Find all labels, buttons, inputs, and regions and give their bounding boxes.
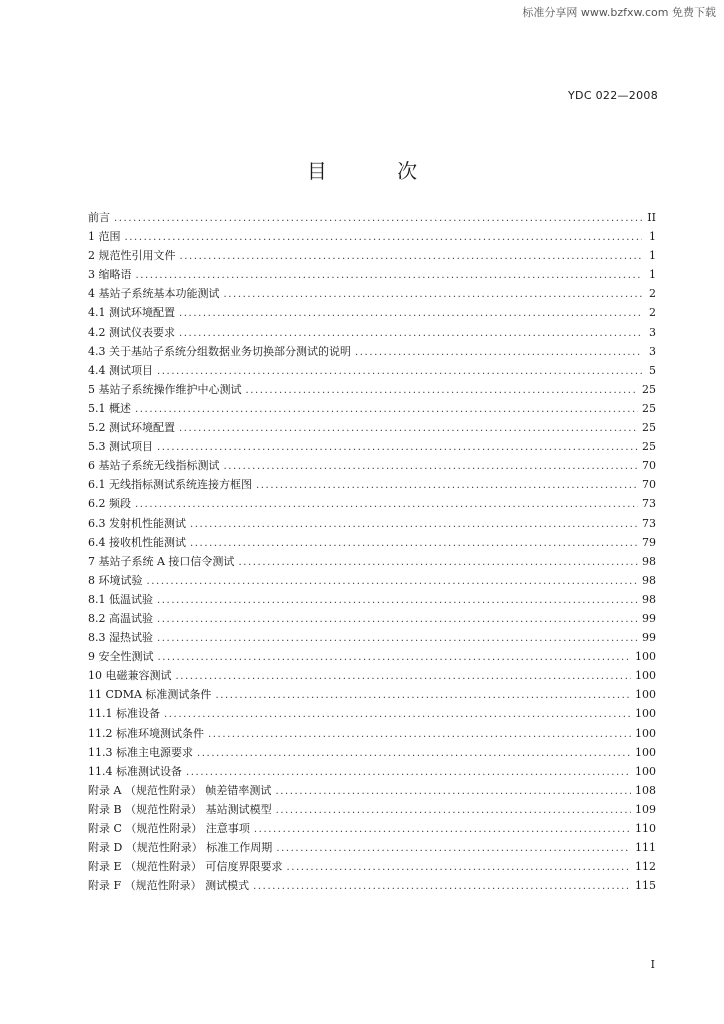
- toc-entry-page: II: [647, 211, 656, 224]
- document-code: YDC 022—2008: [568, 89, 658, 102]
- toc-leader-dots: [208, 725, 631, 744]
- toc-entry-label: 2 规范性引用文件: [88, 249, 176, 263]
- toc-entry-label: 6 基站子系统无线指标测试: [88, 459, 220, 473]
- toc-entry-label: 6.1 无线指标测试系统连接方框图: [88, 478, 252, 492]
- toc-entry-label: 11.3 标准主电源要求: [88, 745, 193, 759]
- toc-entry[interactable]: [88, 800, 656, 819]
- toc-leader-dots: [157, 610, 638, 629]
- table-of-contents: [88, 208, 656, 895]
- toc-entry[interactable]: [88, 724, 656, 743]
- toc-entry-page: 100: [635, 707, 656, 721]
- toc-entry-page: 3: [649, 325, 656, 339]
- toc-entry-page: 98: [642, 573, 656, 587]
- toc-entry[interactable]: [88, 246, 656, 265]
- toc-entry-page: 70: [642, 459, 656, 473]
- toc-leader-dots: [287, 858, 631, 877]
- toc-entry[interactable]: [88, 838, 656, 857]
- toc-entry-label: 6.3 发射机性能测试: [88, 516, 186, 530]
- toc-leader-dots: [253, 877, 631, 896]
- toc-entry-page: 100: [635, 745, 656, 759]
- toc-leader-dots: [215, 686, 631, 705]
- toc-entry[interactable]: [88, 609, 656, 628]
- toc-leader-dots: [164, 705, 631, 724]
- toc-leader-dots: [158, 648, 632, 667]
- toc-leader-dots: [190, 534, 638, 553]
- toc-entry-page: 2: [649, 306, 656, 320]
- toc-entry-page: 1: [649, 230, 656, 244]
- toc-entry-label: 11.2 标准环境测试条件: [88, 726, 204, 740]
- toc-entry-label: 8 环境试验: [88, 573, 143, 587]
- toc-leader-dots: [179, 419, 638, 438]
- toc-entry[interactable]: [88, 227, 656, 246]
- toc-entry[interactable]: [88, 494, 656, 513]
- toc-entry-label: 1 范围: [88, 230, 121, 244]
- toc-entry-page: 99: [642, 611, 656, 625]
- toc-entry-label: 附录 D （规范性附录） 标准工作周期: [88, 841, 273, 855]
- toc-entry-label: 6.2 频段: [88, 497, 131, 511]
- page-number: I: [650, 958, 655, 971]
- toc-entry-page: 3: [649, 344, 656, 358]
- toc-entry[interactable]: [88, 303, 656, 322]
- toc-entry-label: 附录 E （规范性附录） 可信度界限要求: [88, 860, 283, 874]
- toc-entry[interactable]: [88, 685, 656, 704]
- toc-leader-dots: [186, 763, 631, 782]
- toc-leader-dots: [125, 228, 643, 247]
- toc-leader-dots: [179, 304, 642, 323]
- toc-entry[interactable]: [88, 380, 656, 399]
- toc-entry[interactable]: [88, 418, 656, 437]
- toc-entry-page: 25: [642, 382, 656, 396]
- toc-entry-label: 6.4 接收机性能测试: [88, 535, 186, 549]
- toc-entry[interactable]: [88, 533, 656, 552]
- toc-entry-page: 25: [642, 421, 656, 435]
- toc-entry[interactable]: [88, 208, 656, 227]
- toc-entry-label: 11.1 标准设备: [88, 707, 160, 721]
- toc-entry-page: 70: [642, 478, 656, 492]
- toc-entry-label: 附录 C （规范性附录） 注意事项: [88, 822, 250, 835]
- toc-entry[interactable]: [88, 361, 656, 380]
- toc-entry[interactable]: [88, 876, 656, 895]
- toc-entry-label: 11 CDMA 标准测试条件: [88, 688, 212, 702]
- toc-entry-label: 4.4 测试项目: [88, 363, 153, 377]
- toc-leader-dots: [355, 343, 642, 362]
- toc-entry-page: 25: [642, 401, 656, 415]
- toc-entry-page: 79: [642, 535, 656, 549]
- toc-leader-dots: [135, 495, 638, 514]
- toc-entry-page: 109: [635, 802, 656, 816]
- toc-entry-page: 99: [642, 631, 656, 645]
- toc-leader-dots: [246, 381, 639, 400]
- toc-entry[interactable]: [88, 456, 656, 475]
- toc-entry-label: 3 缩略语: [88, 268, 132, 282]
- page-title: 目 次: [306, 159, 450, 183]
- toc-entry-label: 7 基站子系统 A 接口信令测试: [88, 554, 235, 568]
- toc-entry-page: 73: [642, 497, 656, 511]
- toc-leader-dots: [254, 820, 631, 839]
- toc-entry-label: 4.1 测试环境配置: [88, 306, 175, 320]
- toc-entry-page: 100: [635, 650, 656, 664]
- toc-entry[interactable]: [88, 647, 656, 666]
- toc-entry[interactable]: [88, 743, 656, 762]
- toc-entry-page: 98: [642, 592, 656, 606]
- toc-leader-dots: [157, 629, 638, 648]
- toc-entry-label: 4.2 测试仪表要求: [88, 325, 175, 339]
- toc-entry[interactable]: [88, 437, 656, 456]
- toc-entry-page: 100: [635, 688, 656, 702]
- toc-entry-page: 100: [635, 669, 656, 683]
- toc-entry-label: 10 电磁兼容测试: [88, 669, 172, 683]
- toc-leader-dots: [176, 667, 632, 686]
- toc-leader-dots: [179, 324, 642, 343]
- toc-entry-label: 附录 A （规范性附录） 帧差错率测试: [88, 783, 272, 797]
- toc-leader-dots: [114, 209, 642, 228]
- toc-entry-page: 115: [635, 879, 656, 893]
- toc-leader-dots: [147, 572, 639, 591]
- toc-entry-page: 5: [649, 363, 656, 377]
- toc-entry[interactable]: [88, 323, 656, 342]
- toc-entry-label: 5 基站子系统操作维护中心测试: [88, 382, 242, 396]
- toc-entry-page: 1: [649, 268, 656, 282]
- toc-entry[interactable]: [88, 762, 656, 781]
- toc-entry[interactable]: [88, 781, 656, 800]
- toc-entry-label: 5.2 测试环境配置: [88, 421, 175, 435]
- toc-leader-dots: [135, 400, 638, 419]
- toc-entry-label: 5.3 测试项目: [88, 440, 153, 454]
- toc-entry[interactable]: [88, 704, 656, 723]
- toc-entry[interactable]: [88, 819, 656, 838]
- toc-entry-page: 108: [635, 783, 656, 797]
- toc-entry[interactable]: [88, 590, 656, 609]
- toc-entry-label: 8.1 低温试验: [88, 592, 153, 606]
- toc-entry[interactable]: [88, 399, 656, 418]
- toc-leader-dots: [197, 744, 631, 763]
- toc-leader-dots: [136, 266, 643, 285]
- toc-leader-dots: [224, 285, 643, 304]
- toc-entry-page: 110: [635, 822, 656, 835]
- toc-entry[interactable]: [88, 628, 656, 647]
- toc-entry[interactable]: [88, 284, 656, 303]
- toc-entry-label: 5.1 概述: [88, 401, 131, 415]
- toc-leader-dots: [256, 476, 638, 495]
- toc-entry-label: 11.4 标准测试设备: [88, 764, 182, 778]
- toc-leader-dots: [276, 839, 631, 858]
- toc-entry-page: 98: [642, 554, 656, 568]
- toc-entry[interactable]: [88, 514, 656, 533]
- toc-entry-label: 8.3 湿热试验: [88, 631, 153, 645]
- toc-entry[interactable]: [88, 666, 656, 685]
- toc-entry[interactable]: [88, 342, 656, 361]
- toc-entry-label: 4.3 关于基站子系统分组数据业务切换部分测试的说明: [88, 344, 351, 358]
- toc-entry-page: 25: [642, 440, 656, 454]
- toc-entry-page: 1: [649, 249, 656, 263]
- toc-entry[interactable]: [88, 857, 656, 876]
- toc-entry-label: 附录 F （规范性附录） 测试模式: [88, 879, 250, 893]
- toc-leader-dots: [275, 782, 631, 801]
- toc-entry-page: 111: [635, 841, 656, 855]
- toc-entry-page: 100: [635, 764, 656, 778]
- watermark: 标准分享网 www.bzfxw.com 免费下载: [522, 6, 716, 19]
- toc-entry[interactable]: [88, 571, 656, 590]
- toc-leader-dots: [190, 515, 638, 534]
- toc-entry-page: 2: [649, 287, 656, 301]
- toc-entry-label: 4 基站子系统基本功能测试: [88, 287, 220, 301]
- toc-leader-dots: [157, 362, 642, 381]
- toc-leader-dots: [238, 553, 638, 572]
- toc-leader-dots: [180, 247, 643, 266]
- toc-entry[interactable]: [88, 552, 656, 571]
- toc-entry[interactable]: [88, 265, 656, 284]
- toc-entry-page: 100: [635, 726, 656, 740]
- toc-entry[interactable]: [88, 475, 656, 494]
- toc-entry-page: 112: [635, 860, 656, 874]
- toc-entry-page: 73: [642, 516, 656, 530]
- toc-entry-label: 前言: [88, 211, 110, 224]
- toc-leader-dots: [224, 457, 639, 476]
- toc-leader-dots: [276, 801, 631, 820]
- toc-entry-label: 9 安全性测试: [88, 650, 154, 664]
- toc-entry-label: 8.2 高温试验: [88, 611, 153, 625]
- toc-leader-dots: [157, 438, 638, 457]
- toc-leader-dots: [157, 591, 638, 610]
- toc-entry-label: 附录 B （规范性附录） 基站测试模型: [88, 802, 272, 816]
